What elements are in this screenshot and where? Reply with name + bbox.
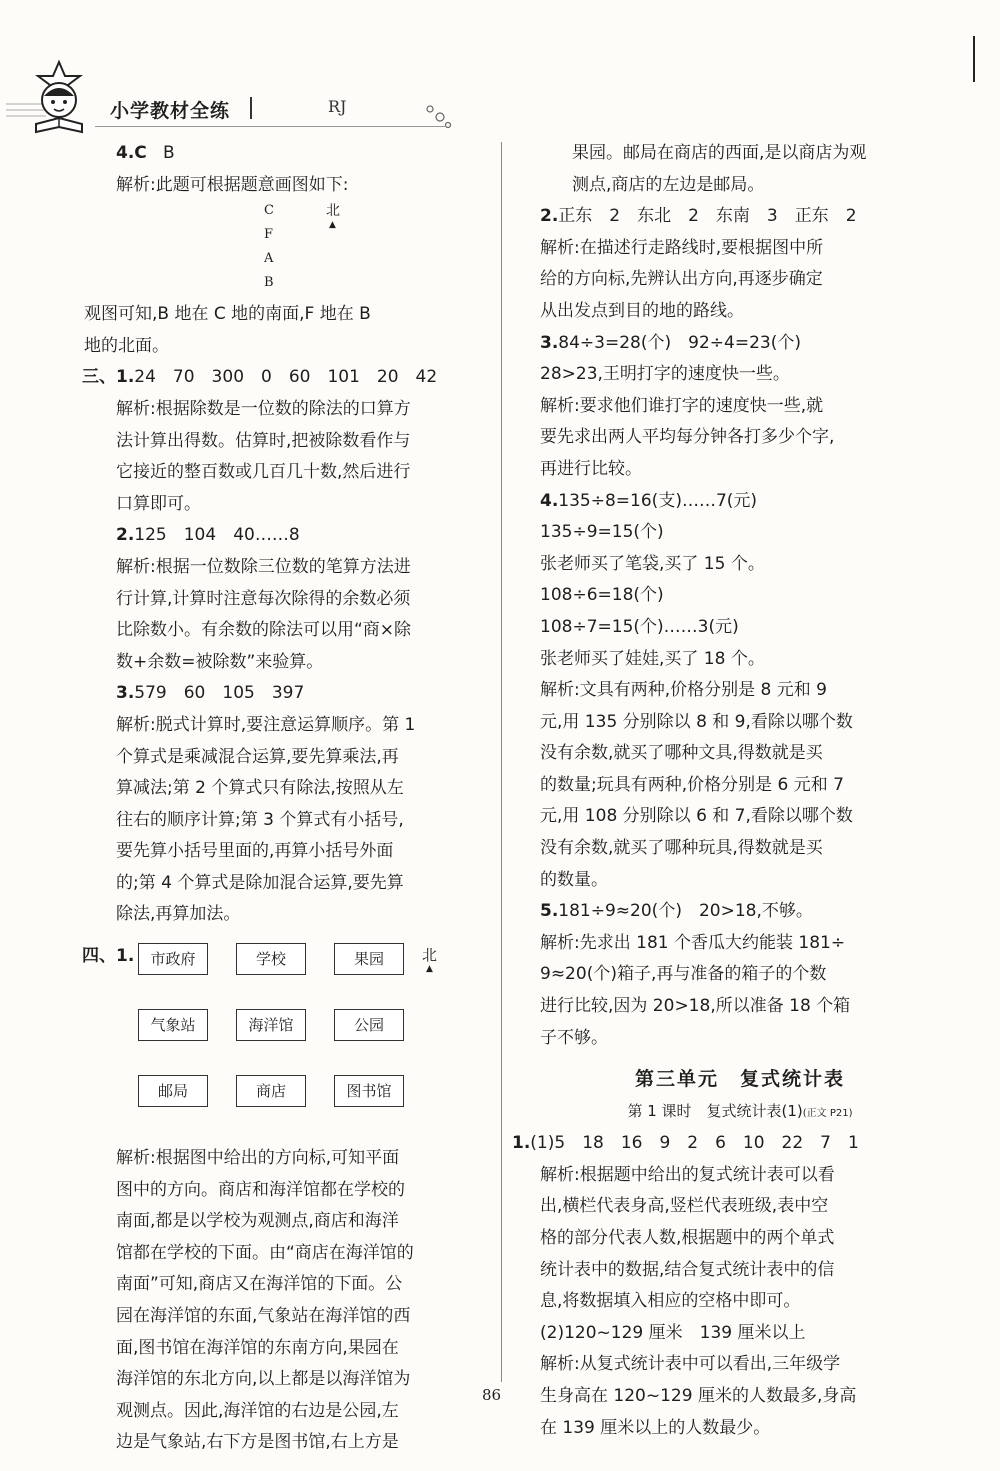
mascot-reading-icon xyxy=(20,58,98,136)
explanation-line: 出,横栏代表身高,竖栏代表班级,表中空 xyxy=(540,1196,829,1217)
answer-line: 4.135÷8=16(支)……7(元) xyxy=(540,490,758,511)
diagram-letter: F xyxy=(264,227,274,243)
page-number: 86 xyxy=(482,1386,502,1404)
explanation-line: 解析:此题可根据题意画图如下: xyxy=(116,174,349,195)
explanation-line: 元,用 135 分别除以 8 和 9,看除以哪个数 xyxy=(540,711,853,732)
explanation-line: 的;第 4 个算式是除加混合运算,要先算 xyxy=(116,872,404,893)
section-three xyxy=(84,362,490,931)
page-header xyxy=(0,0,1000,140)
explanation-line: 给的方向标,先辨认出方向,再逐步确定 xyxy=(540,269,823,290)
explanation-line: 口算即可。 xyxy=(116,493,201,514)
explanation-line: 果园。邮局在商店的西面,是以商店为观 xyxy=(572,143,867,163)
explanation-line: 再进行比较。 xyxy=(540,458,642,479)
explanation-line: 生身高在 120~129 厘米的人数最多,身高 xyxy=(540,1385,857,1406)
explanation-line: 观测点。因此,海洋馆的右边是公园,左 xyxy=(116,1400,399,1421)
north-arrow-icon: ▲ xyxy=(329,220,336,231)
explanation-line: 它接近的整百数或几百几十数,然后进行 xyxy=(116,462,411,483)
explanation-line: 个算式是乘减混合运算,要先算乘法,再 xyxy=(116,746,399,767)
explanation-line: 9≈20(个)箱子,再与准备的箱子的个数 xyxy=(540,964,827,985)
map-place: 图书馆 xyxy=(334,1075,404,1107)
north-label: 北 xyxy=(326,203,340,220)
explanation-line: 往右的顺序计算;第 3 个算式有小括号, xyxy=(116,809,404,830)
explanation-line: 子不够。 xyxy=(540,1027,608,1048)
lesson-reference: (正文 P21) xyxy=(802,1108,853,1120)
answer-line: 5.181÷9≈20(个) 20>18,不够。 xyxy=(540,901,813,922)
explanation-line: 面,图书馆在海洋馆的东南方向,果园在 xyxy=(116,1337,399,1358)
diagram-letter: A xyxy=(264,251,274,267)
map-place: 公园 xyxy=(334,1009,404,1041)
explanation-line: 比除数小。有余数的除法可以用“商×除 xyxy=(116,620,412,641)
section-four xyxy=(84,931,490,1459)
explanation-line: 从出发点到目的地的路线。 xyxy=(540,300,744,321)
explanation-line: 解析:脱式计算时,要注意运算顺序。第 1 xyxy=(116,714,416,735)
explanation-line: 格的部分代表人数,根据题中的两个单式 xyxy=(540,1228,835,1248)
explanation-line: 除法,再算加法。 xyxy=(116,904,241,925)
explanation-line: 南面”可知,商店又在海洋馆的下面。公 xyxy=(116,1274,403,1295)
section-marker: 三、 xyxy=(82,367,116,388)
answer-line: 三、 1.24 70 300 0 60 101 20 42 xyxy=(84,362,490,394)
explanation-line: 边是气象站,右下方是图书馆,右上方是 xyxy=(116,1432,399,1453)
map-place: 商店 xyxy=(236,1075,306,1107)
explanation-line: 解析:先求出 181 个香瓜大约能装 181÷ xyxy=(540,932,846,953)
answer-line: 2.正东 2 东北 2 东南 3 正东 2 xyxy=(540,206,857,227)
explanation-line: 元,用 108 分别除以 6 和 7,看除以哪个数 xyxy=(540,806,853,827)
right-column xyxy=(512,138,940,1444)
lesson-title: 第 1 课时 复式统计表(1)(正文 P21) xyxy=(627,1102,853,1121)
answer-line: 2.125 104 40……8 xyxy=(116,525,300,546)
unit-title: 第三单元 复式统计表 xyxy=(634,1068,845,1091)
plan-map xyxy=(84,931,490,1151)
header-rule xyxy=(95,126,445,127)
explanation-line: 馆都在学校的下面。由“商店在海洋馆的 xyxy=(116,1242,414,1263)
answer-line: 108÷7=15(个)……3(元) xyxy=(540,616,739,637)
direction-diagram xyxy=(84,201,490,299)
map-place: 邮局 xyxy=(138,1075,208,1107)
explanation-line: 南面,都是以学校为观测点,商店和海洋 xyxy=(116,1211,399,1232)
answer-line: 108÷6=18(个) xyxy=(540,585,664,606)
answer-line: 4.C B xyxy=(116,143,175,163)
explanation-line: 没有余数,就买了哪种玩具,得数就是买 xyxy=(540,838,823,859)
explanation-line: 数+余数=被除数”来验算。 xyxy=(116,651,324,672)
answer-line: (2)120~129 厘米 139 厘米以上 xyxy=(540,1322,806,1343)
map-place: 果园 xyxy=(334,943,404,975)
left-column xyxy=(84,138,490,1459)
explanation-line: 要先算小括号里面的,再算小括号外面 xyxy=(116,841,394,862)
explanation-line: 解析:根据除数是一位数的除法的口算方 xyxy=(116,398,411,419)
edition-label: RJ xyxy=(328,97,347,116)
explanation-line: 地的北面。 xyxy=(84,335,169,356)
explanation-line: 在 139 厘米以上的人数最少。 xyxy=(540,1417,771,1438)
explanation-line: 测点,商店的左边是邮局。 xyxy=(572,174,765,195)
explanation-line: 的数量。 xyxy=(540,869,608,890)
answer-line: 3.84÷3=28(个) 92÷4=23(个) xyxy=(540,332,801,353)
diagram-letter: C xyxy=(264,203,274,219)
diagram-letter: B xyxy=(264,275,274,291)
explanation-line: 解析:文具有两种,价格分别是 8 元和 9 xyxy=(540,680,827,701)
explanation-line: 解析:根据图中给出的方向标,可知平面 xyxy=(116,1148,400,1169)
explanation-line: 解析:在描述行走路线时,要根据图中所 xyxy=(540,237,824,258)
explanation-line: 法计算出得数。估算时,把被除数看作与 xyxy=(116,430,411,451)
explanation-line: 行计算,计算时注意每次除得的余数必须 xyxy=(116,588,411,609)
brand-title: 小学教材全练 xyxy=(110,100,231,122)
explanation-line: 解析:根据题中给出的复式统计表可以看 xyxy=(540,1164,835,1185)
explanation-line: 进行比较,因为 20>18,所以准备 18 个箱 xyxy=(540,996,851,1017)
north-arrow-icon: ▲ xyxy=(426,964,433,975)
column-divider xyxy=(501,142,502,1382)
decorative-dots-icon xyxy=(424,103,452,129)
explanation-line: 解析:从复式统计表中可以看出,三年级学 xyxy=(540,1354,841,1375)
map-place: 学校 xyxy=(236,943,306,975)
explanation-line: 海洋馆的东北方向,以上都是以海洋馆为 xyxy=(116,1369,411,1390)
explanation-line: 观图可知,B 地在 C 地的南面,F 地在 B xyxy=(84,304,371,325)
corner-mark xyxy=(973,36,975,82)
answer-line: 135÷9=15(个) xyxy=(540,522,664,543)
map-place: 海洋馆 xyxy=(236,1009,306,1041)
answer-line: 28>23,王明打字的速度快一些。 xyxy=(540,364,790,385)
answer-line: 3.579 60 105 397 xyxy=(116,683,305,704)
explanation-line: 统计表中的数据,结合复式统计表中的信 xyxy=(540,1259,835,1280)
north-label: 北 xyxy=(422,946,438,965)
explanation-line: 算减法;第 2 个算式只有除法,按照从左 xyxy=(116,778,404,799)
map-place: 市政府 xyxy=(138,943,208,975)
explanation-line: 的数量;玩具有两种,价格分别是 6 元和 7 xyxy=(540,774,844,795)
explanation-line: 息,将数据填入相应的空格中即可。 xyxy=(540,1291,801,1312)
explanation-line: 解析:要求他们谁打字的速度快一些,就 xyxy=(540,395,824,416)
explanation-line: 没有余数,就买了哪种文具,得数就是买 xyxy=(540,743,823,764)
brand-separator xyxy=(250,97,252,119)
explanation-line: 图中的方向。商店和海洋馆都在学校的 xyxy=(116,1179,405,1200)
explanation-line: 园在海洋馆的东面,气象站在海洋馆的西 xyxy=(116,1306,411,1327)
explanation-line: 要先求出两人平均每分钟各打多少个字, xyxy=(540,427,835,448)
answer-line: 1.(1)5 18 16 9 2 6 10 22 7 1 xyxy=(512,1133,859,1154)
answer-line: 张老师买了娃娃,买了 18 个。 xyxy=(540,648,765,669)
section-marker: 四、1. xyxy=(82,946,135,967)
explanation-line: 解析:根据一位数除三位数的笔算方法进 xyxy=(116,556,411,577)
map-place: 气象站 xyxy=(138,1009,208,1041)
answer-line: 张老师买了笔袋,买了 15 个。 xyxy=(540,553,765,574)
